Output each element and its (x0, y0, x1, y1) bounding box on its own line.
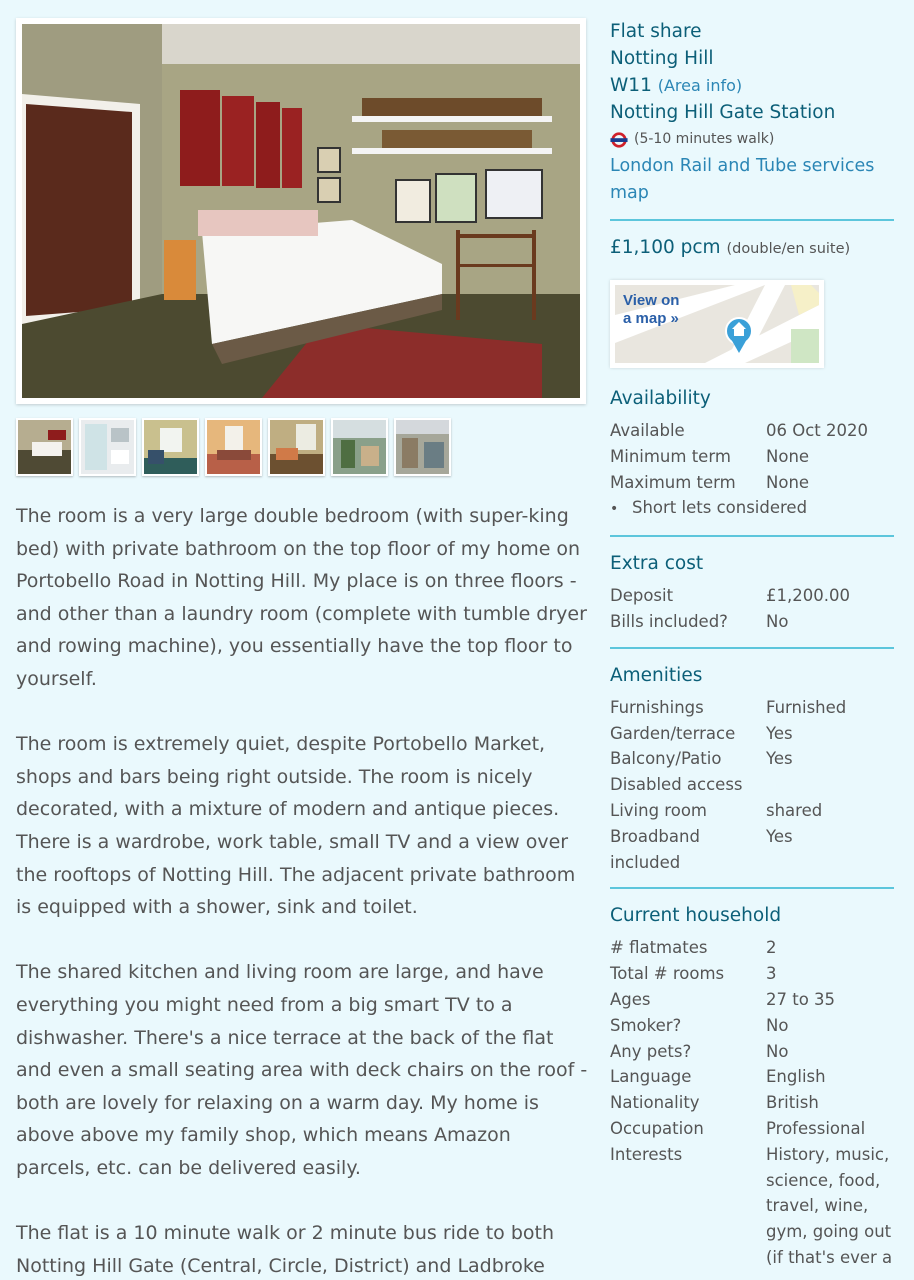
row-value: Yes (766, 826, 793, 846)
amenities-section (610, 663, 894, 876)
row-key: Furnishings (610, 697, 704, 717)
household-title: Current household (610, 905, 782, 927)
row-key: Nationality (610, 1093, 700, 1113)
row-value (743, 772, 894, 798)
thumbnail-7[interactable] (394, 418, 451, 476)
description-paragraph-4: The flat is a 10 minute walk or 2 minute bus ride to both Notting Hill Gate (Central, Circle, District) and Ladbroke (16, 1222, 555, 1277)
row-value: British (766, 1093, 819, 1113)
row-value: 06 Oct 2020 (766, 421, 869, 440)
amenity-row (610, 798, 894, 824)
availability-row (610, 470, 894, 496)
amenity-row (610, 772, 894, 798)
tube-map-link[interactable]: London Rail and Tube services map (610, 156, 875, 203)
row-value: No (766, 1015, 789, 1035)
extra-cost-title: Extra cost (610, 553, 704, 575)
row-key: Minimum term (610, 446, 731, 466)
description-paragraph-2: The room is extremely quiet, despite Portobello Market, shops and bars being right outside. The room is nicely decorated, with a mixture of modern and antique pieces. There is a wardrobe, work table, small TV and a view over the rooftops of Notting Hill. The adjacent private bathroom is equipped with a shower, sink and toilet. (16, 733, 576, 919)
divider (610, 535, 894, 537)
map-button-line2: a map » (623, 310, 679, 327)
household-row (610, 1013, 894, 1039)
divider (610, 887, 894, 889)
row-value: None (766, 446, 810, 466)
row-key: Occupation (610, 1118, 704, 1138)
description-paragraph-1: The room is a very large double bedroom (with super-king bed) with private bathroom on the top floor of my home on Portobello Road in Notting Hill. My place is on three floors - and other than a laundry room (complete with tumble dryer and rowing machine), you essentially have the top floor to yourself. (16, 505, 587, 690)
availability-row (610, 418, 894, 444)
price-line (610, 235, 894, 262)
row-value: 2 (766, 938, 777, 958)
row-value: History, music, science, food, travel, wine, gym, going out (if that's ever a (766, 1144, 893, 1267)
household-row (610, 935, 894, 961)
listing-description (16, 500, 591, 1280)
row-key: # flatmates (610, 938, 708, 958)
thumbnail-6[interactable] (331, 418, 388, 476)
row-value: Yes (766, 749, 793, 769)
row-value: English (766, 1067, 826, 1087)
walk-time: (5-10 minutes walk) (634, 131, 775, 147)
row-value: None (766, 472, 810, 492)
row-value: Professional (766, 1118, 866, 1138)
household-row (610, 961, 894, 987)
extra-cost-row (610, 609, 894, 635)
row-value: 3 (766, 964, 777, 984)
household-row (610, 1064, 894, 1090)
row-key: Deposit (610, 586, 674, 606)
row-key: Bills included? (610, 611, 728, 631)
row-key: Available (610, 421, 685, 440)
amenity-row (610, 746, 894, 772)
row-value: shared (766, 800, 823, 820)
room-type: (double/en suite) (726, 241, 851, 257)
row-key: Interests (610, 1144, 683, 1164)
household-section (610, 903, 894, 1270)
row-key: Maximum term (610, 472, 736, 492)
map-button-line1: View on (623, 292, 680, 309)
household-row (610, 1039, 894, 1065)
row-value: No (766, 611, 789, 631)
household-row (610, 1142, 894, 1271)
amenity-row (610, 695, 894, 721)
row-key: Balcony/Patio (610, 749, 722, 769)
amenity-row (610, 824, 894, 876)
row-key: Broadband included (610, 826, 700, 872)
divider (610, 219, 894, 221)
availability-row (610, 444, 894, 470)
short-lets-note: • Short lets considered (610, 495, 894, 523)
row-value: £1,200.00 (766, 586, 850, 606)
listing-sidebar (610, 18, 894, 1271)
row-key: Disabled access (610, 775, 743, 795)
station-name: Notting Hill Gate Station (610, 102, 836, 123)
household-row (610, 987, 894, 1013)
row-value: No (766, 1041, 789, 1061)
london-underground-roundel-icon (610, 131, 628, 149)
description-paragraph-3: The shared kitchen and living room are large, and have everything you might need from a big smart TV to a dishwasher. There's a nice terrace at the back of the flat and even a small seating area with deck chairs on the roof - both are lovely for relaxing on a warm day. My home is above above my family shop, which means Amazon parcels, etc. can be delivered easily. (16, 961, 588, 1179)
main-photo[interactable] (16, 18, 586, 404)
postcode-line (610, 72, 894, 99)
thumbnail-1[interactable] (16, 418, 73, 476)
household-row (610, 1090, 894, 1116)
location-block (610, 18, 894, 207)
row-key: Language (610, 1067, 692, 1087)
row-key: Any pets? (610, 1041, 692, 1061)
map-thumbnail (615, 285, 819, 363)
listing-type: Flat share (610, 21, 702, 42)
household-row (610, 1116, 894, 1142)
row-value: Yes (766, 723, 793, 743)
availability-title: Availability (610, 388, 711, 409)
view-on-map-button[interactable] (610, 280, 824, 368)
bedroom-photo (22, 24, 580, 398)
amenity-row (610, 721, 894, 747)
extra-cost-section (610, 551, 894, 635)
row-value: Furnished (766, 697, 847, 717)
row-value: 27 to 35 (766, 989, 836, 1009)
thumbnail-4[interactable] (205, 418, 262, 476)
thumbnail-3[interactable] (142, 418, 199, 476)
row-key: Living room (610, 800, 707, 820)
thumbnail-5[interactable] (268, 418, 325, 476)
postcode: W11 (610, 75, 652, 96)
area-info-link[interactable]: (Area info) (657, 76, 743, 95)
thumbnail-strip (16, 418, 451, 476)
extra-cost-row (610, 583, 894, 609)
divider (610, 647, 894, 649)
amenities-title: Amenities (610, 664, 703, 686)
area-name: Notting Hill (610, 48, 714, 69)
row-key: Smoker? (610, 1015, 682, 1035)
row-key: Total # rooms (610, 964, 725, 984)
row-key: Ages (610, 989, 651, 1009)
walk-time-line (610, 126, 894, 153)
row-key: Garden/terrace (610, 723, 736, 743)
thumbnail-2[interactable] (79, 418, 136, 476)
price-amount: £1,100 pcm (610, 237, 721, 258)
availability-section (610, 386, 894, 523)
